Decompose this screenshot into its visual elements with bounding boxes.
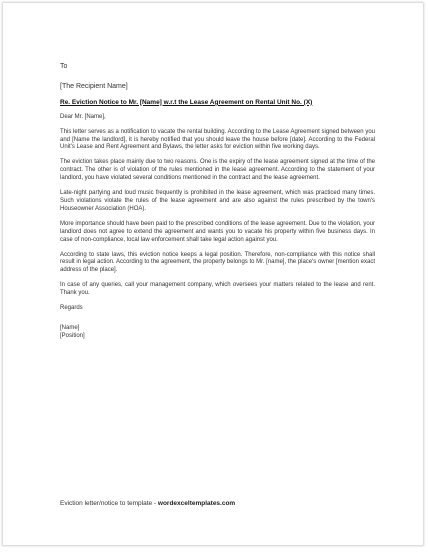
paragraph-violations: Late-night partying and loud music frequently is prohibited in the lease agreement, which was practiced many times. Such violations violate the rules of the lease agreement and are also against the rules prescribed by the town's Houseowner Association (HOA).: [60, 190, 375, 212]
footer-site-link[interactable]: wordexceltemplates.com: [157, 500, 236, 507]
letter-body: [60, 63, 375, 341]
recipient-name: [The Recipient Name]: [60, 82, 128, 90]
footer-caption: Eviction letter/notice to template -: [60, 500, 158, 507]
paragraph-legal-position: According to state laws, this eviction notice keeps a legal position. Therefore, non-compliance with this notice shall result in legal action. According to the agreement, the property belongs to Mr. [name], the place's owner [mention exact address of the place].: [60, 251, 375, 274]
paragraph-queries: In case of any queries, call your management company, which oversees your matters related to the lease and rent. Thank you.: [60, 282, 375, 297]
page-footer: [60, 500, 235, 507]
document-page: [3, 3, 423, 545]
salutation: Dear Mr. [Name],: [60, 113, 106, 120]
subject-line: Re. Eviction Notice to Mr. [Name] w.r.t the Lease Agreement on Rental Unit No. (X): [60, 98, 313, 106]
signature-position: [Position]: [60, 332, 85, 339]
to-line: To: [60, 63, 68, 70]
signature-name: [Name]: [60, 324, 80, 331]
paragraph-notification: This letter serves as a notification to vacate the rental building. According to the Lease Agreement signed between you and [Name the landlord], it is hereby notified that you should leave the house before [date]. According to the Federal Unit's Lease and Rent Agreement and Bylaws, the letter asks for eviction within five working days.: [60, 128, 375, 151]
paragraph-reasons: The eviction takes place mainly due to two reasons. One is the expiry of the lease agreement signed at the time of the contract. The other is of violation of the rules mentioned in the lease agreement. According to the statement of your landlord, you have violated several conditions mentioned in the contract and the lease agreement.: [60, 159, 375, 182]
closing-regards: Regards: [60, 305, 83, 312]
paragraph-non-extension: More importance should have been paid to the prescribed conditions of the lease agreement. Due to the violation, your landlord does not agree to extend the agreement and wants you to vacate his property within five business days. In case of non-compliance, local law enforcement shall take legal action against you.: [60, 220, 375, 243]
